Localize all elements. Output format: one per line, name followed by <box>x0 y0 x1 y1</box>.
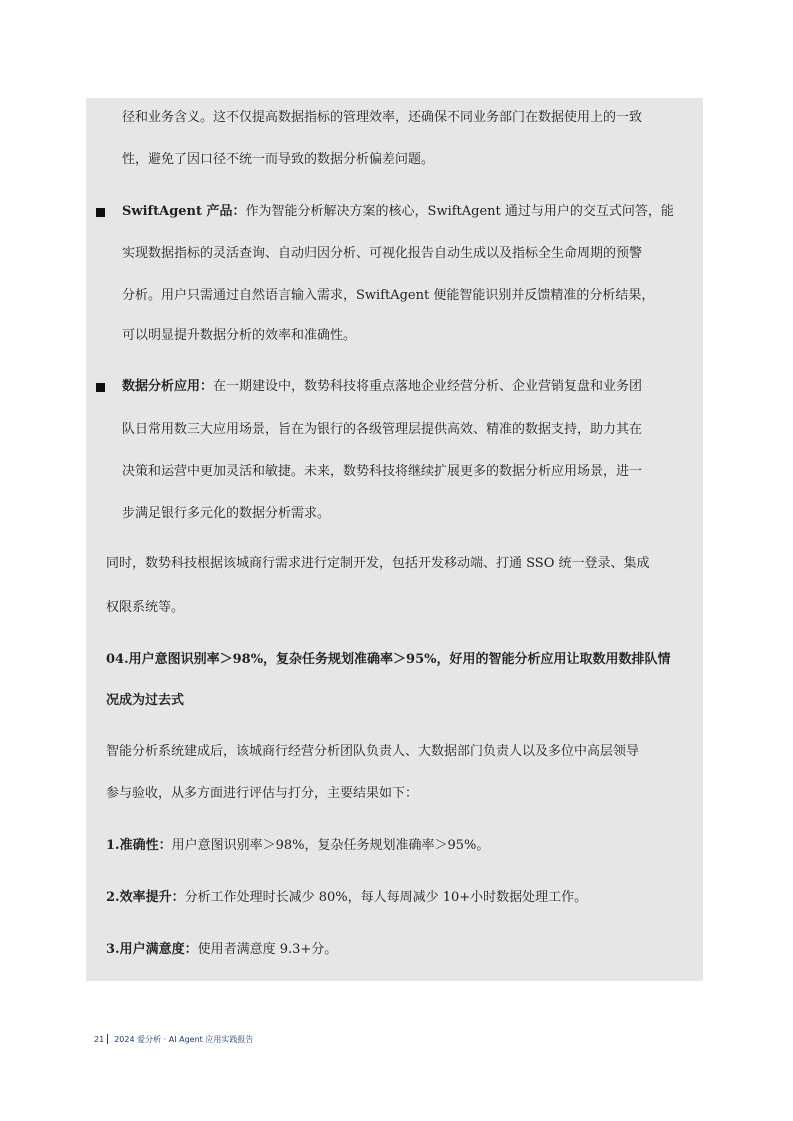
result-label: 1.准确性： <box>106 838 172 853</box>
report-title: 2024 爱分析 · AI Agent 应用实践报告 <box>114 1035 254 1044</box>
paragraph-line: 分析。用户只需通过自然语言输入需求，SwiftAgent 便能智能识别并反馈精准的分析结果， <box>122 288 655 303</box>
result-item <box>106 837 702 855</box>
paragraph-line: 智能分析系统建成后，该城商行经营分析团队负责人、大数据部门负责人以及多位中高层领导 <box>106 744 640 759</box>
bullet-title: 数据分析应用： <box>122 379 214 394</box>
page-footer <box>94 1034 253 1045</box>
result-label: 3.用户满意度： <box>106 942 198 957</box>
result-item <box>106 889 702 907</box>
section-heading: 04.用户意图识别率＞98%，复杂任务规划准确率＞95%，好用的智能分析应用让取数用数排队情 <box>106 652 671 667</box>
paragraph-line: 权限系统等。 <box>106 600 185 615</box>
result-text: 用户意图识别率＞98%，复杂任务规划准确率＞95%。 <box>171 838 490 853</box>
paragraph-line: 决策和运营中更加灵活和敏捷。未来，数势科技将继续扩展更多的数据分析应用场景，进一 <box>122 464 643 479</box>
paragraph-line: 性，避免了因口径不统一而导致的数据分析偏差问题。 <box>122 152 435 167</box>
bullet-text: 作为智能分析解决方案的核心，SwiftAgent 通过与用户的交互式问答，能 <box>245 204 674 219</box>
bullet-square-icon <box>96 208 105 217</box>
result-text: 分析工作处理时长减少 80%，每人每周减少 10+小时数据处理工作。 <box>184 890 588 905</box>
bullet-square-icon <box>96 383 105 392</box>
result-label: 2.效率提升： <box>106 890 185 905</box>
paragraph-line: 实现数据指标的灵活查询、自动归因分析、可视化报告自动生成以及指标全生命周期的预警 <box>122 246 643 261</box>
result-text: 使用者满意度 9.3+分。 <box>197 942 338 957</box>
section-heading: 况成为过去式 <box>106 693 185 708</box>
paragraph-line: 同时，数势科技根据该城商行需求进行定制开发，包括开发移动端、打通 SSO 统一登录、集成 <box>106 556 650 571</box>
paragraph-line: 径和业务含义。这不仅提高数据指标的管理效率，还确保不同业务部门在数据使用上的一致 <box>122 110 643 125</box>
paragraph-line: 可以明显提升数据分析的效率和准确性。 <box>122 328 357 343</box>
bullet-title: SwiftAgent 产品： <box>122 204 246 219</box>
paragraph-line <box>122 378 702 396</box>
paragraph-line: 队日常用数三大应用场景，旨在为银行的各级管理层提供高效、精准的数据支持，助力其在 <box>122 422 643 437</box>
paragraph-line: 参与验收，从多方面进行评估与打分，主要结果如下： <box>106 786 419 801</box>
content-panel <box>86 98 703 981</box>
bullet-text: 在一期建设中，数势科技将重点落地企业经营分析、企业营销复盘和业务团 <box>213 379 643 394</box>
page-number: 21 <box>94 1035 105 1044</box>
footer-divider <box>107 1034 108 1044</box>
paragraph-line <box>122 203 702 221</box>
result-item <box>106 941 702 959</box>
paragraph-line: 步满足银行多元化的数据分析需求。 <box>122 506 331 521</box>
